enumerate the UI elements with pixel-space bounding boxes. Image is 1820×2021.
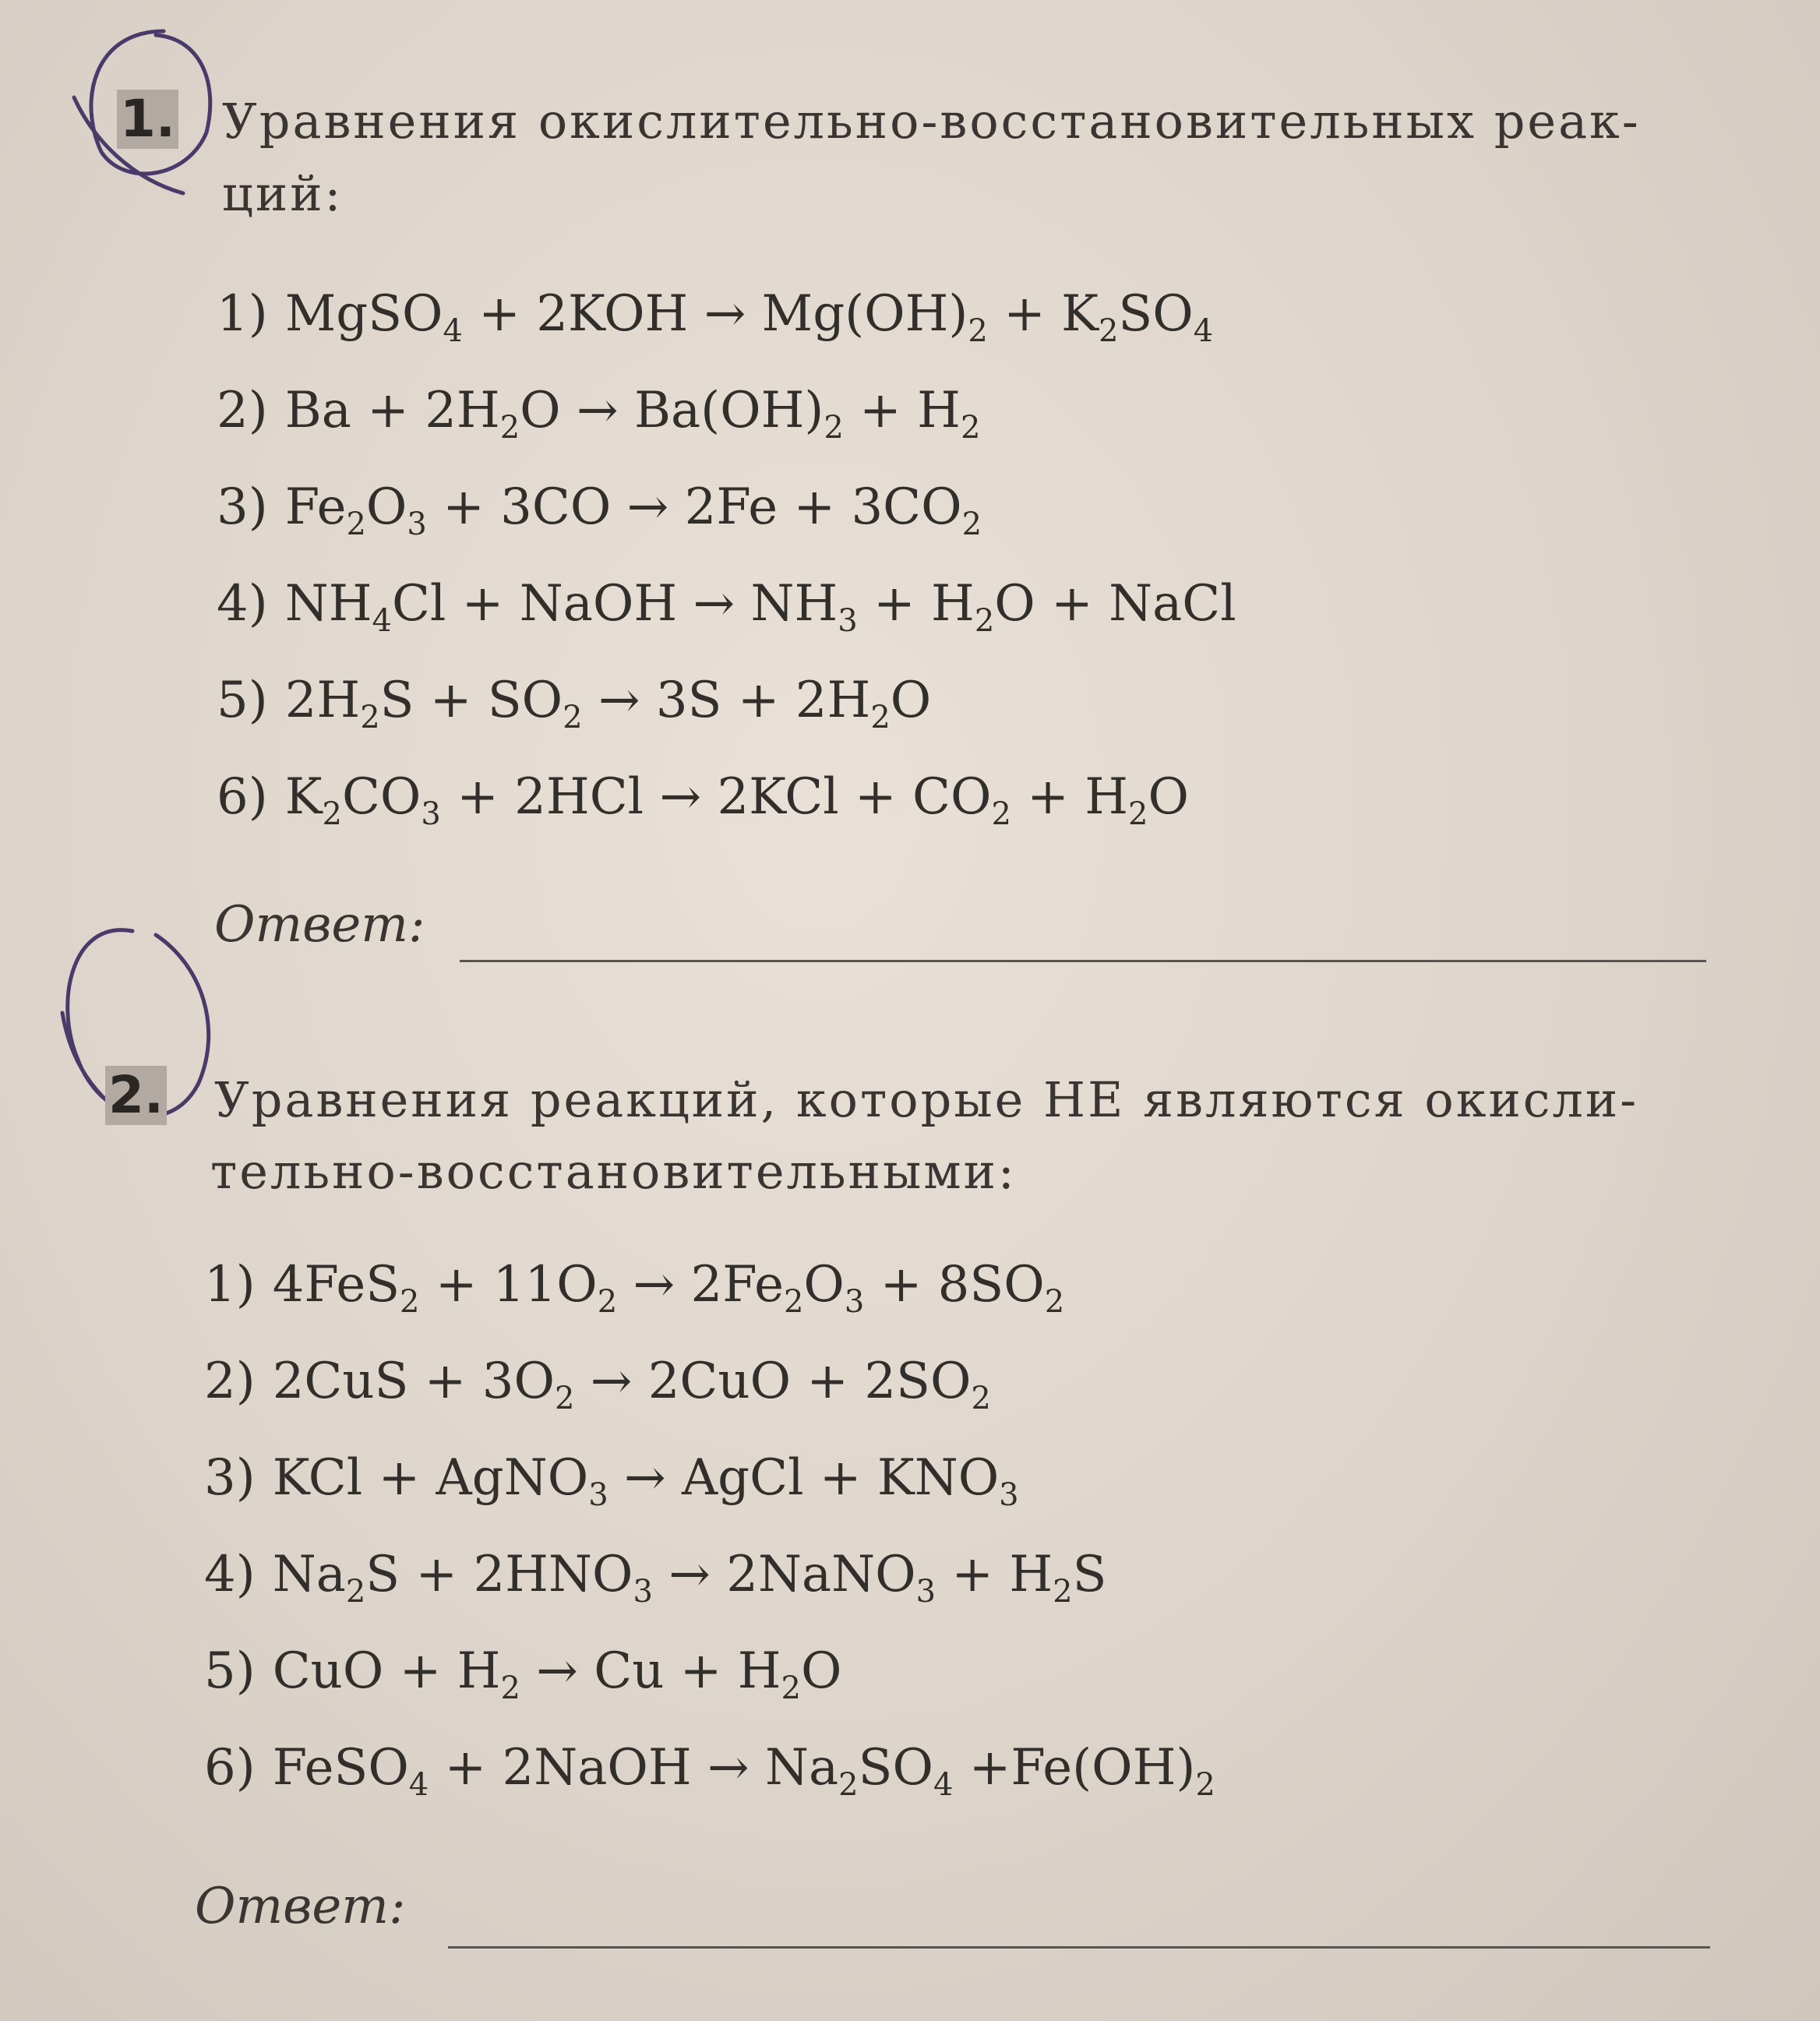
equation-number: 5): [204, 1642, 256, 1700]
equation-number: 1): [204, 1256, 256, 1314]
equation-number: 6): [204, 1739, 256, 1797]
equation-list: [204, 1242, 1215, 1822]
answer-line: [460, 960, 1706, 962]
equation-list: [217, 271, 1236, 851]
task-number: 1.: [117, 90, 178, 149]
equation: 2) $2CuS + 3O_2 \to 2CuO + 2SO_2$: [204, 1339, 1215, 1435]
equation-number: 5): [217, 672, 268, 729]
equation-number: 3): [217, 478, 268, 536]
task-title: Уравнения реакций, которые НЕ являются окисли-: [214, 1071, 1639, 1128]
equation: 1) MgSO$_4$ + $2KOH \to Mg(OH)_2 + K_2SO_4$: [217, 271, 1236, 368]
equation: 4) $NH_4Cl$ + NaOH → $NH_3 + H_2O$ + NaCl: [217, 561, 1236, 658]
equation: 5) CuO + $H_2 \to Cu + H_2O$: [204, 1628, 1215, 1725]
equation-number: 2): [217, 382, 268, 439]
equation-number: 4): [217, 575, 268, 633]
task-title-continued: тельно-восстановительными:: [210, 1143, 1017, 1200]
equation-number: 3): [204, 1449, 256, 1507]
equation: 6) $K_2CO_3 + 2HCl \to 2KCl + CO_2 + H_2O$: [217, 754, 1236, 851]
answer-label: Ответ:: [214, 896, 425, 954]
equation: 4) $Na_2S + 2HNO_3$ → 2NaNO$_3$ + $H_2S$: [204, 1532, 1215, 1628]
task-title: Уравнения окислительно-восстановительных реак-: [222, 93, 1641, 150]
equation-number: 2): [204, 1353, 256, 1410]
equation-number: 1): [217, 285, 268, 343]
task-number: 2.: [105, 1066, 167, 1125]
equation: 6) FeSO$_4$ + 2NaOH → $Na_2SO_4 +Fe(OH)_2$: [204, 1725, 1215, 1822]
equation: 5) $2H_2S + SO_2 \to 3S + 2H_2O$: [217, 658, 1236, 754]
equation-number: 4): [204, 1546, 256, 1603]
equation-number: 6): [217, 768, 268, 826]
equation: 1) $4FeS_2 + 11O_2 \to 2Fe_2O_3 + 8SO_2$: [204, 1242, 1215, 1339]
task-title-continued: ций:: [222, 165, 344, 222]
equation: 3) $Fe_2O_3 + 3CO \to 2Fe + 3CO_2$: [217, 464, 1236, 561]
equation: 3) KCl + AgNO$_3$ → AgCl + $KNO_3$: [204, 1435, 1215, 1532]
equation: 2) $Ba + 2H_2O \to Ba(OH)_2 + H_2$: [217, 368, 1236, 464]
answer-label: Ответ:: [195, 1878, 406, 1935]
answer-line: [448, 1946, 1710, 1949]
